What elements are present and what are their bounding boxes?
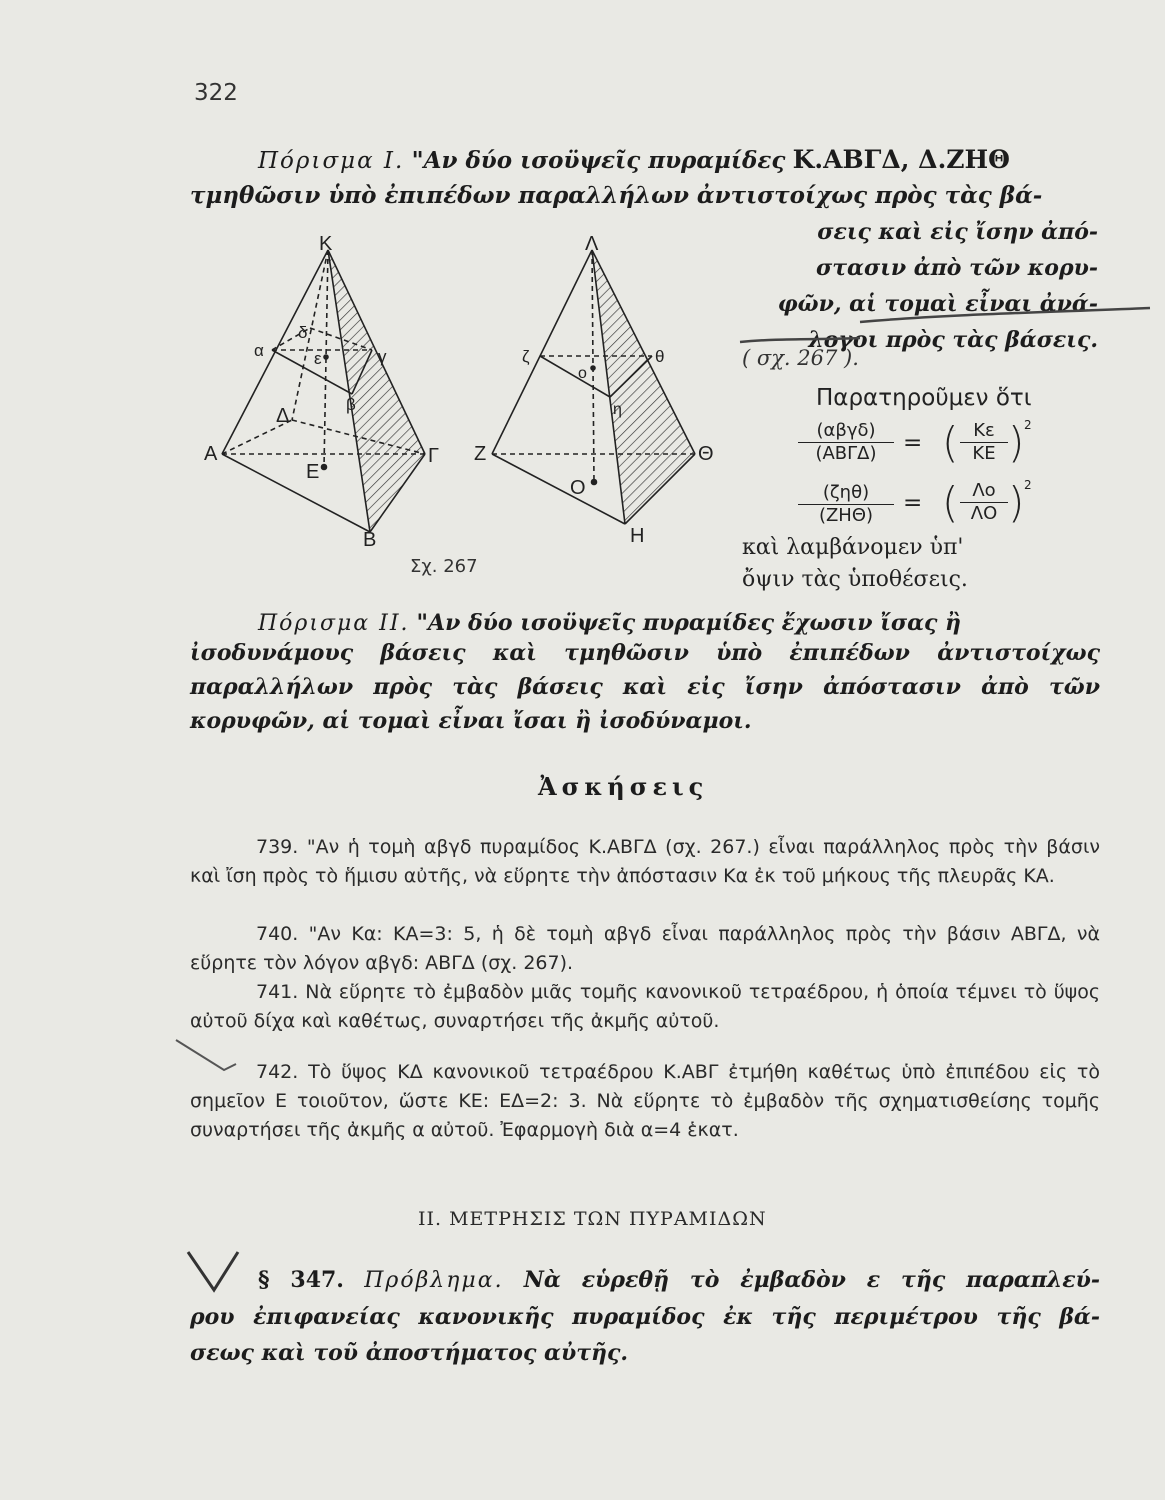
exponent: 2 xyxy=(1024,418,1032,432)
corollary-1-col-line: λογοι πρὸς τὰς βάσεις. xyxy=(808,327,1098,353)
problem-line-3: σεως καὶ τοῦ ἀποστήματος αὐτῆς. xyxy=(190,1340,629,1366)
observation-intro: Παρατηροῦμεν ὅτι xyxy=(816,385,1032,411)
problem-text: Νὰ εὑρεθῇ τὸ ἐμβαδὸν ε τῆς παραπλεύ- xyxy=(523,1267,1100,1293)
exercise-text: 739. "Αν ἡ τομὴ αβγδ πυραμίδος Κ.ΑΒΓΔ (σχ. 267.) εἶναι παράλληλος πρὸς τὴν βάσιν καὶ ἴση πρὸς τὸ ἥμισυ αὐτῆς, νὰ εὕρητε τὴν ἀπόστασιν Κα ἐκ τοῦ μήκους τῆς πλευρᾶς ΚΑ. xyxy=(190,836,1100,887)
corollary-2-line-4: κορυφῶν, αἱ τομαὶ εἶναι ἴσαι ἢ ἰσοδύναμοι. xyxy=(190,708,752,734)
equals-sign: = xyxy=(903,430,923,456)
ratio-numerator: Λο xyxy=(960,480,1008,503)
corollary-2-line-2: ἰσοδυνάμους βάσεις καὶ τμηθῶσιν ὑπὸ ἐπιπέδων ἀντιστοίχως xyxy=(190,640,1100,666)
label-O: Ο xyxy=(570,477,586,499)
label-eta: η xyxy=(613,401,622,418)
ratio-denominator: ΛΟ xyxy=(970,503,998,524)
check-mark xyxy=(176,1040,236,1070)
ratio-numerator: Κε xyxy=(960,420,1008,443)
left-paren: ( xyxy=(942,418,959,467)
label-e: ε xyxy=(314,349,322,368)
observation-outro-1: καὶ λαμβάνομεν ὑπ' xyxy=(742,535,964,560)
corollary-1-pyramids: Κ.ΑΒΓΔ, Δ.ΖΗΘ xyxy=(792,145,1010,174)
ratio-denominator: ΚΕ xyxy=(972,443,996,464)
label-B: Β xyxy=(363,529,377,551)
figure-caption: Σχ. 267 xyxy=(410,556,478,577)
exercise-text: 742. Τὸ ὕψος ΚΔ κανονικοῦ τετραέδρου Κ.ΑΒΓ ἐτμήθη καθέτως ὑπὸ ἐπιπέδου εἰς τὸ σημεῖον Ε τοιοῦτον, ὥστε ΚΕ: ΕΔ=2: 3. Νὰ εὕρητε τὸ ἐμβαδὸν τῆς σχηματισθείσης τομῆς συναρτήσει τῆς ἀκμῆς α αὐτοῦ. Ἐφαρμογὴ διὰ α=4 ἑκατ. xyxy=(190,1061,1100,1141)
corollary-1-statement-start: "Αν δύο ισοϋψεῖς πυραμίδες xyxy=(411,147,786,174)
corollary-1-line-2: τμηθῶσιν ὑπὸ ἐπιπέδων παραλλήλων ἀντιστοίχως πρὸς τὰς βά- xyxy=(190,182,1043,209)
problem-line-2: ρου ἐπιφανείας κανονικῆς πυραμίδος ἐκ τῆς περιμέτρου τῆς βά- xyxy=(190,1304,1100,1330)
label-b: β xyxy=(346,395,356,414)
right-paren: ) xyxy=(1008,418,1025,467)
problem-label: Πρόβλημα. xyxy=(364,1268,504,1293)
label-G: Γ xyxy=(428,445,440,467)
exercises-heading: Ἀσκήσεις xyxy=(538,772,709,801)
corollary-2-line-3: παραλλήλων πρὸς τὰς βάσεις καὶ εἰς ἴσην ἀπόστασιν ἀπὸ τῶν xyxy=(190,674,1100,700)
label-th: θ xyxy=(655,347,665,366)
observation-outro-2: ὄψιν τὰς ὑποθέσεις. xyxy=(742,567,968,592)
fraction-numerator: (ζηθ) xyxy=(798,482,894,505)
underline-mark xyxy=(740,338,860,342)
label-o: ο xyxy=(578,365,587,382)
section-title: II. ΜΕΤΡΗΣΙΣ ΤΩΝ ΠΥΡΑΜΙΔΩΝ xyxy=(418,1208,767,1230)
label-H: Η xyxy=(630,525,645,547)
label-a: α xyxy=(254,341,264,360)
underline-mark xyxy=(860,308,1150,322)
label-g: γ xyxy=(378,347,387,366)
fraction-denominator: (ΖΗΘ) xyxy=(818,505,874,526)
corollary-1-label: Πόρισμα I. xyxy=(258,148,405,174)
corollary-2-label: Πόρισμα II. xyxy=(258,611,410,636)
label-L: Λ xyxy=(585,233,599,255)
check-mark xyxy=(188,1252,238,1290)
label-E: Ε xyxy=(306,461,320,483)
left-paren: ( xyxy=(942,478,959,527)
equals-sign: = xyxy=(903,490,923,516)
corollary-1-col-line: σεις καὶ εἰς ἴσην ἀπό- xyxy=(817,219,1098,245)
exponent: 2 xyxy=(1024,478,1032,492)
problem-number: § 347. xyxy=(258,1267,344,1293)
label-Th: Θ xyxy=(698,443,714,465)
corollary-2-statement-start: "Αν δύο ισοϋψεῖς πυραμίδες ἔχωσιν ἴσας ἢ xyxy=(416,610,962,636)
label-Z: Ζ xyxy=(474,443,487,465)
figure-reference: ( σχ. 267 ). xyxy=(742,346,859,370)
fraction-numerator: (αβγδ) xyxy=(798,420,894,443)
label-A: Α xyxy=(204,443,218,465)
right-paren: ) xyxy=(1008,478,1025,527)
fraction-denominator: (ΑΒΓΔ) xyxy=(815,443,877,464)
exercise-text: 741. Νὰ εὕρητε τὸ ἐμβαδὸν μιᾶς τομῆς κανονικοῦ τετραέδρου, ἡ ὁποία τέμνει τὸ ὕψος αὐτοῦ δίχα καὶ καθέτως, συναρτήσει τῆς ἀκμῆς αὐτοῦ. xyxy=(190,981,1100,1032)
label-K: Κ xyxy=(319,233,333,255)
corollary-1-col-line: φῶν, αἱ τομαὶ εἶναι ἀνά- xyxy=(777,291,1098,317)
label-z: ζ xyxy=(522,347,530,366)
label-d: δ xyxy=(298,323,308,342)
page-number: 322 xyxy=(194,80,238,106)
corollary-1-col-line: στασιν ἀπὸ τῶν κορυ- xyxy=(816,255,1098,281)
exercise-text: 740. "Αν Κα: ΚΑ=3: 5, ἡ δὲ τομὴ αβγδ εἶναι παράλληλος πρὸς τὴν βάσιν ΑΒΓΔ, νὰ εὕρητε τὸν λόγον αβγδ: ΑΒΓΔ (σχ. 267). xyxy=(190,923,1100,974)
label-D: Δ xyxy=(276,405,290,427)
